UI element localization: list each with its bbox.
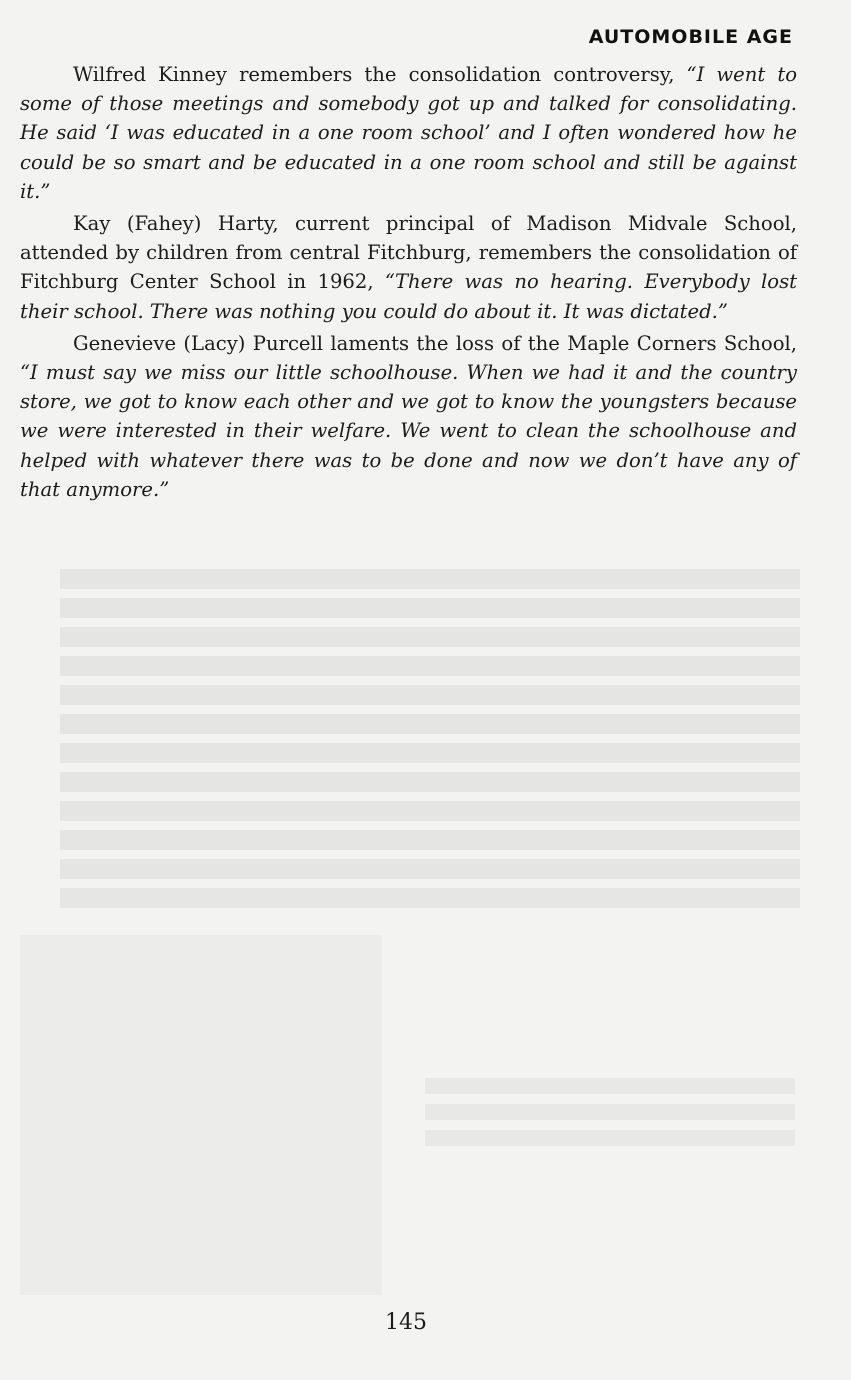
bleed-through-caption [425,1068,795,1156]
quotation: “There was no hearing. Everybody lost their school. There was nothing you could do about it. It was dictated.” [20,270,797,323]
running-header: AUTOMOBILE AGE [588,26,793,48]
quotation: “I went to some of those meetings and somebody got up and talked for consolidating. He said ‘I was educated in a one room school’ and I often wondered how he could be so smart and be educated in a one room school and still be against it.” [20,63,798,203]
paragraph-lead: Genevieve (Lacy) Purcell laments the loss of the Maple Corners School, [73,331,797,355]
bleed-through-text [60,560,800,917]
quotation: “I must say we miss our little schoolhouse. When we had it and the country store, we got to know each other and we got to know the youngsters because we were interested in their welfare. We went to clean the schoolhouse and helped with whatever there was to be done and now we don’t have any of that anymore.” [20,361,797,501]
bleed-through-photo [20,935,382,1295]
page-number: 145 [385,1310,427,1335]
paragraph-lead: Wilfred Kinney remembers the consolidation controversy, [73,63,687,86]
page-body [20,60,797,507]
paragraph-lead: Kay (Fahey) Harty, current principal of Madison Midvale School, attended by children from central Fitchburg, remembers the consolidation of Fitchburg Center School in 1962, [20,212,797,294]
paragraph-purcell [20,329,797,504]
paragraph-kinney [20,60,797,206]
paragraph-harty [20,209,797,326]
